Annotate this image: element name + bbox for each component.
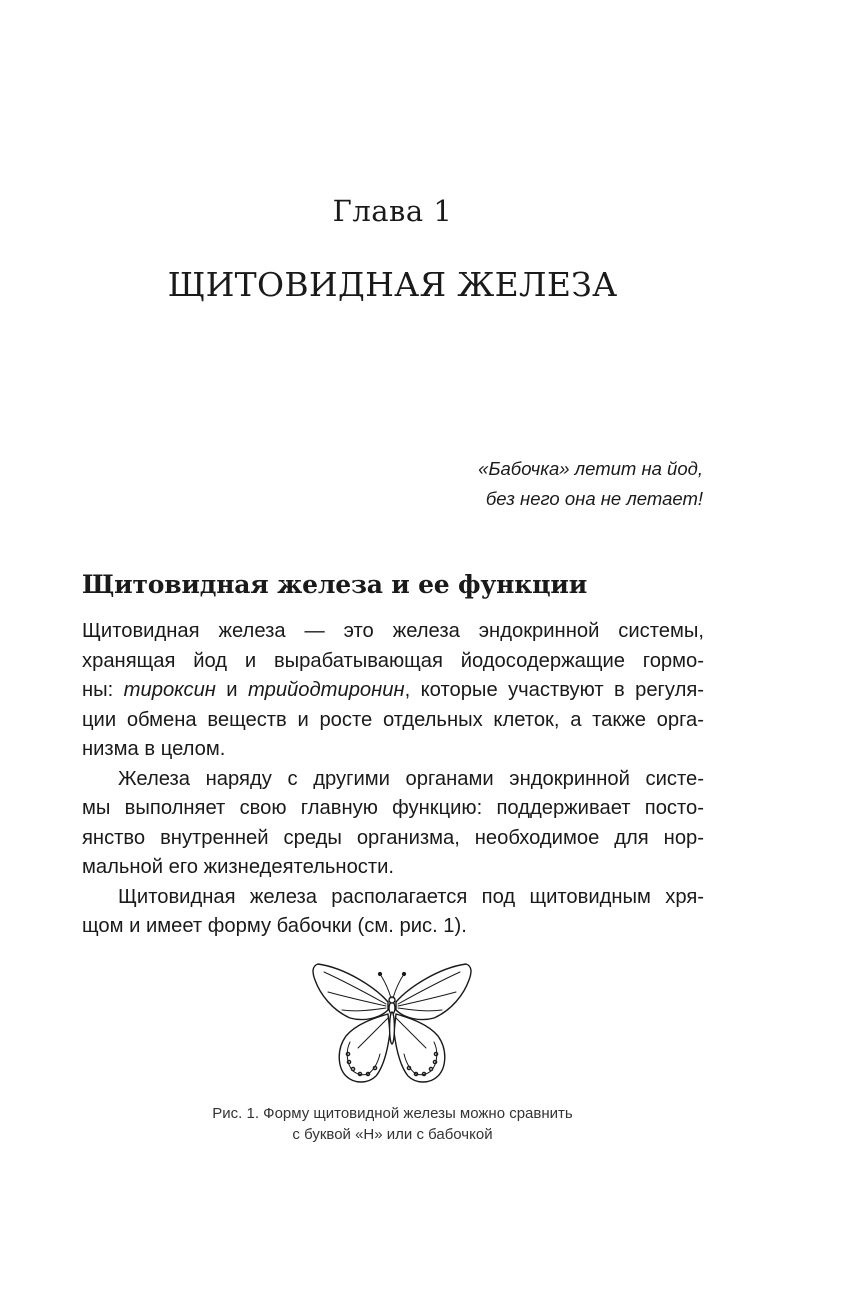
text-line: мы выполняет свою главную функцию: поддерживает посто- bbox=[82, 797, 704, 819]
text-line: Железа наряду с другими органами эндокринной систе- bbox=[118, 767, 704, 790]
caption-line: с буквой «Н» или с бабочкой bbox=[292, 1126, 493, 1143]
butterfly-illustration-icon bbox=[306, 958, 478, 1090]
text-line bbox=[82, 676, 704, 706]
section-heading: Щитовидная железа и ее функции bbox=[82, 570, 588, 599]
caption-line: Рис. 1. Форму щитовидной железы можно сравнить bbox=[212, 1105, 573, 1122]
figure-caption bbox=[0, 1103, 785, 1145]
text-line: мальной его жизнедеятельности. bbox=[82, 856, 395, 878]
paragraph-2 bbox=[82, 765, 704, 883]
term-triiodothyronine: трийодтиронин bbox=[248, 679, 405, 701]
text-line: Щитовидная железа располагается под щитовидным хря- bbox=[118, 885, 704, 908]
epigraph-line: «Бабочка» летит на йод, bbox=[478, 458, 703, 479]
chapter-title: ЩИТОВИДНАЯ ЖЕЛЕЗА bbox=[167, 265, 618, 304]
epigraph bbox=[478, 454, 703, 514]
epigraph-line: без него она не летает! bbox=[485, 488, 703, 509]
text-line: низма в целом. bbox=[82, 738, 226, 760]
body-text bbox=[82, 617, 704, 942]
text-line: ции обмена веществ и росте отдельных клеток, а также орга- bbox=[82, 708, 704, 731]
text-fragment: , которые участвуют в регуля- bbox=[404, 679, 704, 701]
text-fragment: ны: bbox=[82, 679, 124, 701]
text-line: янство внутренней среды организма, необходимое для нор- bbox=[82, 826, 704, 849]
term-thyroxine: тироксин bbox=[123, 679, 216, 701]
text-line: Щитовидная железа — это железа эндокринной системы, bbox=[82, 620, 704, 642]
chapter-number: Глава 1 bbox=[332, 194, 453, 228]
paragraph-3 bbox=[82, 883, 704, 942]
paragraph-1 bbox=[82, 617, 704, 765]
text-fragment: и bbox=[215, 679, 248, 701]
text-line: щом и имеет форму бабочки (см. рис. 1). bbox=[82, 915, 467, 937]
text-line: хранящая йод и вырабатывающая йодосодержащие гормо- bbox=[82, 649, 704, 672]
